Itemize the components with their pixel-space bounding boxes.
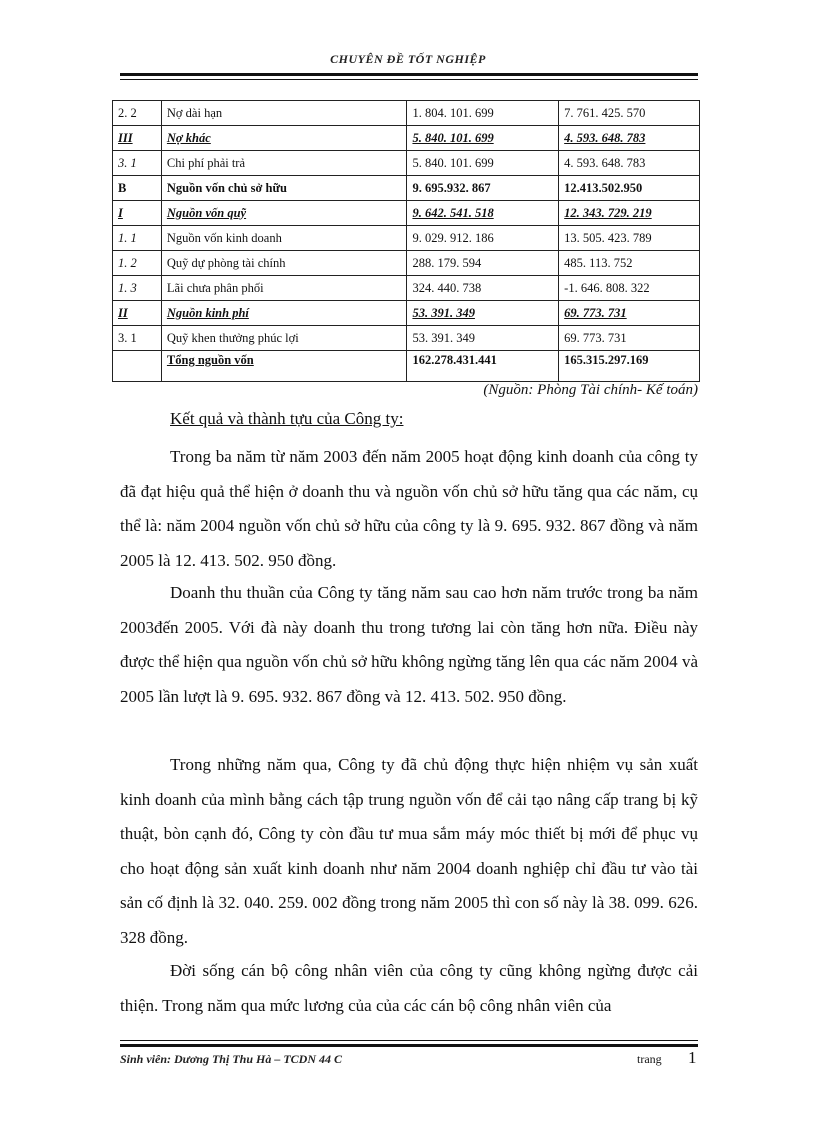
row-name: Quỹ khen thưởng phúc lợi: [161, 326, 407, 351]
table-row: [113, 101, 700, 126]
footer-page-label: trang: [637, 1052, 662, 1066]
row-value-2004: 9. 029. 912. 186: [407, 226, 559, 251]
row-code: 2. 2: [113, 101, 162, 126]
row-code: 3. 1: [113, 326, 162, 351]
table-row: [113, 326, 700, 351]
row-value-2004: 5. 840. 101. 699: [407, 126, 559, 151]
paragraph-text: Trong những năm qua, Công ty đã chủ động thực hiện nhiệm vụ sản xuất kinh doanh của mình bằng cách tập trung nguồn vốn để cải tạo nâng cấp trang bị kỹ thuật, bòn cạnh đó, Công ty còn đầu tư mua sắm máy móc thiết bị mới để phục vụ cho hoạt động sản xuất kinh doanh như năm 2004 doanh nghiệp chỉ đầu tư vào tài sản cố định là 32. 040. 259. 002 đồng trong năm 2005 thì con số này là 38. 099. 626. 328 đồng.: [120, 755, 698, 947]
paragraph: [120, 748, 698, 955]
row-name: Quỹ dự phòng tài chính: [161, 251, 407, 276]
row-name: Tổng nguồn vốn: [161, 351, 407, 382]
row-value-2004: 288. 179. 594: [407, 251, 559, 276]
row-value-2005: 12. 343. 729. 219: [559, 201, 700, 226]
row-code: II: [113, 301, 162, 326]
header-rule-thick: [120, 73, 698, 76]
table-row: [113, 301, 700, 326]
table-row: [113, 226, 700, 251]
table-row: [113, 251, 700, 276]
footer-rule-thick: [120, 1044, 698, 1047]
row-value-2004: 53. 391. 349: [407, 326, 559, 351]
paragraph-text: Đời sống cán bộ công nhân viên của công ty cũng không ngừng được cải thiện. Trong năm qua mức lương của của các cán bộ công nhân viên của: [120, 961, 698, 1015]
footer-page-number: 1: [688, 1048, 697, 1067]
row-name: Nguồn vốn quỹ: [161, 201, 407, 226]
source-note: (Nguồn: Phòng Tài chính- Kế toán): [483, 382, 698, 398]
row-name: Chi phí phải trả: [161, 151, 407, 176]
row-code: III: [113, 126, 162, 151]
row-code: B: [113, 176, 162, 201]
row-code: 1. 3: [113, 276, 162, 301]
footer-author: Sinh viên: Dương Thị Thu Hà – TCDN 44 C: [120, 1052, 342, 1066]
row-value-2005: 13. 505. 423. 789: [559, 226, 700, 251]
row-value-2004: 5. 840. 101. 699: [407, 151, 559, 176]
row-value-2004: 162.278.431.441: [407, 351, 559, 382]
paragraph: [120, 440, 698, 578]
row-value-2004: 1. 804. 101. 699: [407, 101, 559, 126]
row-name: Nguồn vốn kinh doanh: [161, 226, 407, 251]
row-value-2005: 69. 773. 731: [559, 301, 700, 326]
row-value-2005: -1. 646. 808. 322: [559, 276, 700, 301]
row-code: 1. 1: [113, 226, 162, 251]
row-name: Nguồn vốn chủ sở hữu: [161, 176, 407, 201]
paragraph: [120, 954, 698, 1023]
row-code: I: [113, 201, 162, 226]
table-row: [113, 126, 700, 151]
paragraph-text: Doanh thu thuần của Công ty tăng năm sau cao hơn năm trước trong ba năm 2003đến 2005. Với đà này doanh thu trong tương lai còn tăng hơn nữa. Điều này được thể hiện qua nguồn vốn chủ sở hữu không ngừng tăng lên qua các năm 2004 và 2005 lần lượt là 9. 695. 932. 867 đồng và 12. 413. 502. 950 đồng.: [120, 583, 698, 706]
row-code: [113, 351, 162, 382]
section-heading: Kết quả và thành tựu của Công ty:: [170, 409, 404, 428]
row-value-2004: 53. 391. 349: [407, 301, 559, 326]
row-value-2005: 4. 593. 648. 783: [559, 151, 700, 176]
table-row: [113, 151, 700, 176]
page-header-title: CHUYÊN ĐỀ TỐT NGHIỆP: [330, 52, 486, 66]
table-row-total: [113, 351, 700, 382]
row-code: 3. 1: [113, 151, 162, 176]
row-value-2004: 324. 440. 738: [407, 276, 559, 301]
paragraph-text: Trong ba năm từ năm 2003 đến năm 2005 hoạt động kinh doanh của công ty đã đạt hiệu quả thể hiện ở doanh thu và nguồn vốn chủ sở hữu tăng qua các năm, cụ thể là: năm 2004 nguồn vốn chủ sở hữu của công ty là 9. 695. 932. 867 đồng và năm 2005 là 12. 413. 502. 950 đồng.: [120, 447, 698, 570]
table-row: [113, 201, 700, 226]
header-rule-thin: [120, 79, 698, 80]
row-value-2005: 12.413.502.950: [559, 176, 700, 201]
row-value-2004: 9. 695.932. 867: [407, 176, 559, 201]
row-name: Nợ dài hạn: [161, 101, 407, 126]
row-name: Nợ khác: [161, 126, 407, 151]
row-value-2005: 4. 593. 648. 783: [559, 126, 700, 151]
row-value-2005: 485. 113. 752: [559, 251, 700, 276]
row-value-2005: 7. 761. 425. 570: [559, 101, 700, 126]
row-name: Lãi chưa phân phối: [161, 276, 407, 301]
row-code: 1. 2: [113, 251, 162, 276]
table-row: [113, 176, 700, 201]
footer-rule-thin: [120, 1040, 698, 1041]
row-value-2005: 165.315.297.169: [559, 351, 700, 382]
paragraph: [120, 576, 698, 714]
capital-sources-table: [112, 100, 700, 382]
row-value-2004: 9. 642. 541. 518: [407, 201, 559, 226]
table-row: [113, 276, 700, 301]
row-value-2005: 69. 773. 731: [559, 326, 700, 351]
row-name: Nguồn kinh phí: [161, 301, 407, 326]
